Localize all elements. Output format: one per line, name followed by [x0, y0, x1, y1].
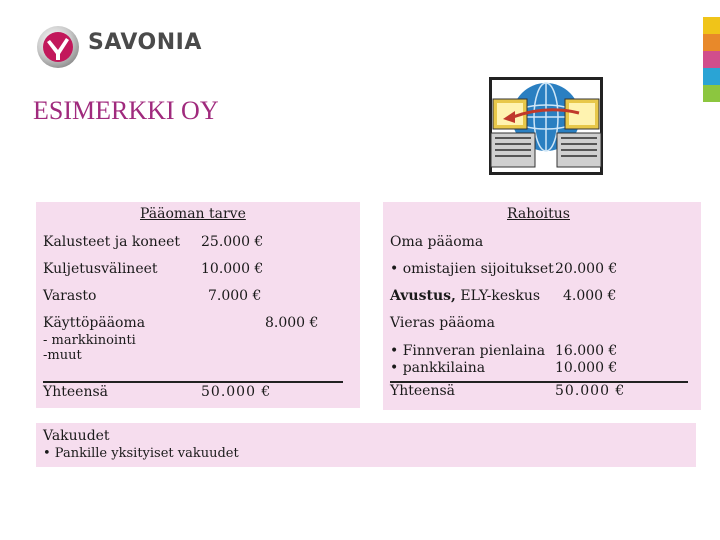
- capital-need-panel: [36, 202, 360, 408]
- equity-heading: Oma pääoma: [390, 234, 484, 250]
- grant-label-bold: Avustus,: [390, 288, 456, 304]
- color-strip: [703, 0, 720, 102]
- financing-header: Rahoitus: [507, 206, 570, 222]
- total-value: 50.000 €: [201, 384, 272, 400]
- bank-loan-value: 10.000 €: [555, 360, 618, 376]
- owner-investments-label: • omistajien sijoitukset: [390, 261, 554, 277]
- page-title: ESIMERKKI OY: [33, 96, 219, 125]
- working-capital-sub: - markkinointi: [43, 333, 136, 348]
- collateral-title: Vakuudet: [43, 428, 110, 444]
- bank-loan-label: • pankkilaina: [390, 360, 486, 376]
- capital-need-header: Pääoman tarve: [140, 206, 246, 222]
- brand-name: SAVONIA: [88, 30, 202, 55]
- finnvera-value: 16.000 €: [555, 343, 618, 359]
- row-label: Kuljetusvälineet: [43, 261, 158, 277]
- collateral-item: • Pankille yksityiset vakuudet: [43, 446, 239, 461]
- grant-label: [390, 288, 540, 304]
- finnvera-label: • Finnveran pienlaina: [390, 343, 546, 359]
- total-label: Yhteensä: [43, 384, 109, 400]
- working-capital-value: 8.000 €: [265, 315, 319, 331]
- row-value: 7.000 €: [208, 288, 262, 304]
- working-capital-label: Käyttöpääoma: [43, 315, 146, 331]
- total-value: 50.000 €: [555, 383, 626, 399]
- network-computers-image: [489, 77, 603, 175]
- working-capital-sub: -muut: [43, 348, 82, 363]
- debt-heading: Vieras pääoma: [390, 315, 496, 331]
- grant-value: 4.000 €: [563, 288, 617, 304]
- row-value: 25.000 €: [201, 234, 264, 250]
- row-label: Varasto: [43, 288, 97, 304]
- total-label: Yhteensä: [390, 383, 456, 399]
- row-value: 10.000 €: [201, 261, 264, 277]
- grant-label-rest: ELY-keskus: [455, 288, 541, 304]
- row-label: Kalusteet ja koneet: [43, 234, 181, 250]
- total-divider: [43, 381, 343, 383]
- owner-investments-value: 20.000 €: [555, 261, 618, 277]
